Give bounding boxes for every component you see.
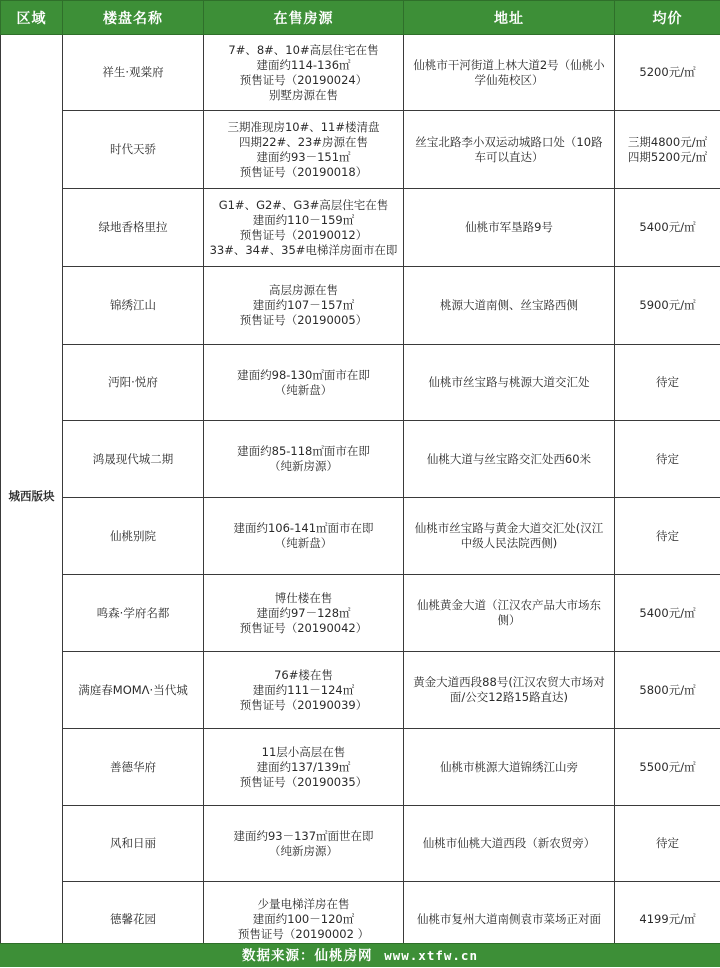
units-line: 预售证号（20190039） (206, 698, 401, 713)
units-line: 预售证号（20190012） (206, 228, 401, 243)
table-row (1, 498, 720, 575)
units-line: 76#楼在售 (206, 668, 401, 683)
average-price-cell (615, 652, 720, 729)
table-row (1, 35, 720, 111)
address-cell (404, 575, 615, 652)
price-line: 5800元/㎡ (617, 683, 718, 698)
address-line: 仙桃大道与丝宝路交汇处西60米 (406, 452, 612, 467)
units-line: 建面约93－137㎡面世在即 (206, 829, 401, 844)
address-cell (404, 189, 615, 267)
project-name-cell: 绿地香格里拉 (63, 189, 204, 267)
units-on-sale-cell (204, 35, 404, 111)
header-row (1, 1, 720, 35)
address-cell (404, 652, 615, 729)
units-line: 预售证号（20190018） (206, 165, 401, 180)
units-line: 四期22#、23#房源在售 (206, 135, 401, 150)
price-line: 4199元/㎡ (617, 912, 718, 927)
units-on-sale-cell (204, 575, 404, 652)
units-line: 三期准现房10#、11#楼清盘 (206, 120, 401, 135)
table-row (1, 806, 720, 882)
footer-source-label: 数据来源：仙桃房网 (242, 948, 373, 964)
units-line: （纯新盘） (206, 536, 401, 551)
units-line: 别墅房源在售 (206, 88, 401, 103)
table-row (1, 575, 720, 652)
units-line: 建面约111－124㎡ (206, 683, 401, 698)
project-name-cell: 善德华府 (63, 729, 204, 806)
price-line: 5200元/㎡ (617, 65, 718, 80)
units-line: 预售证号（20190042） (206, 621, 401, 636)
address-line: 仙桃市丝宝路与桃源大道交汇处 (406, 375, 612, 390)
address-cell (404, 267, 615, 345)
units-line: 11层小高层在售 (206, 745, 401, 760)
price-line: 5500元/㎡ (617, 760, 718, 775)
address-line: 仙桃市军垦路9号 (406, 220, 612, 235)
average-price-cell (615, 267, 720, 345)
table-row (1, 189, 720, 267)
address-line: 桃源大道南侧、丝宝路西侧 (406, 298, 612, 313)
units-line: 33#、34#、35#电梯洋房面市在即 (206, 243, 401, 258)
address-line: 仙桃黄金大道（江汉农产品大市场东 (406, 598, 612, 613)
address-line: 仙桃市桃源大道锦绣江山旁 (406, 760, 612, 775)
table-row (1, 345, 720, 421)
units-line: 建面约93－151㎡ (206, 150, 401, 165)
table-row (1, 652, 720, 729)
address-line: 黄金大道西段88号(江汉农贸大市场对 (406, 675, 612, 690)
price-line: 四期5200元/㎡ (617, 150, 718, 165)
table-body (1, 35, 720, 958)
average-price-cell (615, 35, 720, 111)
project-name-cell: 风和日丽 (63, 806, 204, 882)
address-line: 侧） (406, 613, 612, 628)
average-price-cell (615, 806, 720, 882)
table-row (1, 729, 720, 806)
address-line: 仙桃市仙桃大道西段（新农贸旁） (406, 836, 612, 851)
address-line: 中级人民法院西侧) (406, 536, 612, 551)
address-cell (404, 345, 615, 421)
address-line: 丝宝北路李小双运动城路口处（10路 (406, 135, 612, 150)
address-line: 仙桃市复州大道南侧袁市菜场正对面 (406, 912, 612, 927)
units-on-sale-cell (204, 111, 404, 189)
units-on-sale-cell (204, 806, 404, 882)
project-name-cell: 鸣森·学府名都 (63, 575, 204, 652)
units-on-sale-cell (204, 189, 404, 267)
units-line: 建面约106-141㎡面市在即 (206, 521, 401, 536)
units-line: （纯新房源） (206, 844, 401, 859)
units-line: 预售证号（20190002 ） (206, 927, 401, 942)
units-line: 建面约98-130㎡面市在即 (206, 368, 401, 383)
project-name-cell: 祥生·观棠府 (63, 35, 204, 111)
average-price-cell (615, 729, 720, 806)
average-price-cell (615, 189, 720, 267)
average-price-cell (615, 498, 720, 575)
project-name-cell: 时代天骄 (63, 111, 204, 189)
table-header (1, 1, 720, 35)
price-line: 三期4800元/㎡ (617, 135, 718, 150)
units-line: （纯新盘） (206, 383, 401, 398)
average-price-cell (615, 345, 720, 421)
average-price-cell (615, 111, 720, 189)
units-line: 预售证号（20190035） (206, 775, 401, 790)
units-line: 建面约85-118㎡面市在即 (206, 444, 401, 459)
price-line: 5400元/㎡ (617, 606, 718, 621)
price-line: 5400元/㎡ (617, 220, 718, 235)
project-name-cell: 锦绣江山 (63, 267, 204, 345)
price-line: 5900元/㎡ (617, 298, 718, 313)
units-line: 高层房源在售 (206, 283, 401, 298)
address-line: 面/公交12路15路直达) (406, 690, 612, 705)
units-line: 建面约97－128㎡ (206, 606, 401, 621)
address-line: 仙桃市丝宝路与黄金大道交汇处(汉江 (406, 521, 612, 536)
project-name-cell: 德馨花园 (63, 882, 204, 958)
column-header-project-name: 楼盘名称 (63, 1, 204, 35)
table-row (1, 421, 720, 498)
column-header-units-on-sale: 在售房源 (204, 1, 404, 35)
column-header-average-price: 均价 (615, 1, 720, 35)
table-row (1, 111, 720, 189)
units-line: 建面约137/139㎡ (206, 760, 401, 775)
units-on-sale-cell (204, 729, 404, 806)
address-cell (404, 421, 615, 498)
units-on-sale-cell (204, 652, 404, 729)
price-line: 待定 (617, 529, 718, 544)
units-line: 预售证号（20190024） (206, 73, 401, 88)
average-price-cell (615, 421, 720, 498)
project-name-cell: 沔阳·悦府 (63, 345, 204, 421)
project-name-cell: 仙桃别院 (63, 498, 204, 575)
price-line: 待定 (617, 452, 718, 467)
units-line: 少量电梯洋房在售 (206, 897, 401, 912)
address-cell (404, 111, 615, 189)
address-cell (404, 35, 615, 111)
units-on-sale-cell (204, 421, 404, 498)
table-row (1, 267, 720, 345)
price-line: 待定 (617, 836, 718, 851)
region-cell: 城西版块 (1, 35, 63, 958)
average-price-cell (615, 575, 720, 652)
units-line: 7#、8#、10#高层住宅在售 (206, 43, 401, 58)
units-on-sale-cell (204, 267, 404, 345)
units-line: 建面约100－120㎡ (206, 912, 401, 927)
column-header-address: 地址 (404, 1, 615, 35)
units-on-sale-cell (204, 345, 404, 421)
units-on-sale-cell (204, 498, 404, 575)
data-source-footer (0, 943, 720, 967)
units-line: （纯新房源） (206, 459, 401, 474)
project-name-cell: 鸿晟现代城二期 (63, 421, 204, 498)
units-line: 建面约110－159㎡ (206, 213, 401, 228)
address-cell (404, 498, 615, 575)
address-line: 仙桃市干河街道上林大道2号（仙桃小 (406, 58, 612, 73)
footer-source-url: www.xtfw.cn (384, 948, 478, 963)
address-line: 学仙苑校区） (406, 73, 612, 88)
column-header-region: 区域 (1, 1, 63, 35)
units-line: 建面约107－157㎡ (206, 298, 401, 313)
units-line: 建面约114-136㎡ (206, 58, 401, 73)
address-cell (404, 806, 615, 882)
address-line: 车可以直达） (406, 150, 612, 165)
units-line: 预售证号（20190005） (206, 313, 401, 328)
units-line: G1#、G2#、G3#高层住宅在售 (206, 198, 401, 213)
units-line: 博仕楼在售 (206, 591, 401, 606)
price-line: 待定 (617, 375, 718, 390)
project-name-cell: 满庭春MOMΛ·当代城 (63, 652, 204, 729)
address-cell (404, 729, 615, 806)
